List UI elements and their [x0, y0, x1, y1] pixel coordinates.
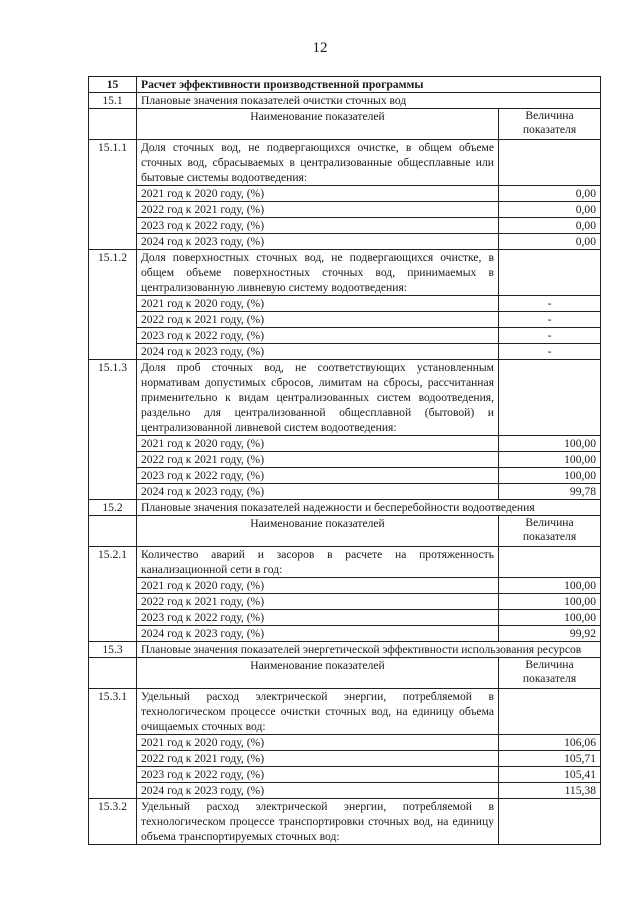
year-label: 2023 год к 2022 году, (%)	[137, 767, 499, 783]
subsection-number: 15.3	[89, 642, 137, 658]
indicator-value: 106,06	[499, 735, 601, 751]
indicators-table	[88, 76, 601, 845]
indicator-name-header: Наименование показателей	[137, 658, 499, 689]
empty-cell	[499, 140, 601, 186]
subsection-row	[89, 642, 601, 658]
empty-cell	[499, 250, 601, 296]
year-label: 2024 год к 2023 году, (%)	[137, 344, 499, 360]
year-label: 2023 год к 2022 году, (%)	[137, 328, 499, 344]
indicator-value: -	[499, 296, 601, 312]
empty-cell	[89, 658, 137, 689]
indicator-description: Доля проб сточных вод, не соответствующих установленным нормативам допустимых сбросов, лимитам на сбросы, рассчитанная применительно к видам централизованных систем водоотведения, раздельно для централизованной общесплавной (бытовой) и централизованной ливневой систем водоотведения:	[137, 360, 499, 436]
indicator-value: -	[499, 328, 601, 344]
year-label: 2024 год к 2023 году, (%)	[137, 484, 499, 500]
year-label: 2021 год к 2020 году, (%)	[137, 578, 499, 594]
indicator-row	[89, 547, 601, 578]
empty-cell	[499, 547, 601, 578]
year-row	[89, 312, 601, 328]
indicator-value: 0,00	[499, 218, 601, 234]
indicator-number: 15.2.1	[89, 547, 137, 642]
section-number: 15	[89, 77, 137, 93]
indicator-number: 15.1.3	[89, 360, 137, 500]
year-label: 2023 год к 2022 году, (%)	[137, 610, 499, 626]
year-row	[89, 767, 601, 783]
value-header-line2: показателя	[522, 530, 577, 543]
year-row	[89, 344, 601, 360]
value-header-line1: Величина	[525, 109, 574, 122]
subsection-title: Плановые значения показателей энергетической эффективности использования ресурсов	[137, 642, 601, 658]
indicator-row	[89, 689, 601, 735]
indicator-name-header: Наименование показателей	[137, 109, 499, 140]
subsection-row	[89, 500, 601, 516]
indicator-description: Доля поверхностных сточных вод, не подвергающихся очистке, в общем объеме поверхностных сточных вод, принимаемых в централизованную ливневую систему водоотведения:	[137, 250, 499, 296]
page-number: 12	[312, 40, 328, 56]
subsection-number: 15.2	[89, 500, 137, 516]
indicator-row	[89, 250, 601, 296]
value-header-line1: Величина	[525, 516, 574, 529]
year-label: 2022 год к 2021 году, (%)	[137, 751, 499, 767]
year-row	[89, 751, 601, 767]
year-label: 2024 год к 2023 году, (%)	[137, 783, 499, 799]
year-row	[89, 186, 601, 202]
value-header-line2: показателя	[522, 672, 577, 685]
year-row	[89, 328, 601, 344]
indicator-row	[89, 140, 601, 186]
year-label: 2022 год к 2021 году, (%)	[137, 452, 499, 468]
year-row	[89, 484, 601, 500]
year-label: 2021 год к 2020 году, (%)	[137, 436, 499, 452]
indicator-value-header	[499, 516, 601, 547]
year-row	[89, 234, 601, 250]
indicator-description: Количество аварий и засоров в расчете на протяженность канализационной сети в год:	[137, 547, 499, 578]
year-label: 2021 год к 2020 году, (%)	[137, 186, 499, 202]
indicator-value: 0,00	[499, 186, 601, 202]
indicator-value: 100,00	[499, 468, 601, 484]
indicator-number: 15.1.1	[89, 140, 137, 250]
subsection-title: Плановые значения показателей очистки сточных вод	[137, 93, 601, 109]
indicator-value: 115,38	[499, 783, 601, 799]
year-row	[89, 578, 601, 594]
value-header-line1: Величина	[525, 658, 574, 671]
indicator-row	[89, 360, 601, 436]
year-row	[89, 436, 601, 452]
subsection-number: 15.1	[89, 93, 137, 109]
empty-cell	[499, 799, 601, 845]
year-row	[89, 783, 601, 799]
year-label: 2021 год к 2020 году, (%)	[137, 735, 499, 751]
indicator-value: -	[499, 312, 601, 328]
indicator-description: Удельный расход электрической энергии, потребляемой в технологическом процессе очистки сточных вод, на единицу объема очищаемых сточных вод:	[137, 689, 499, 735]
year-row	[89, 296, 601, 312]
value-header-line2: показателя	[522, 123, 577, 136]
year-row	[89, 610, 601, 626]
indicator-value: 0,00	[499, 234, 601, 250]
indicator-row	[89, 799, 601, 845]
year-label: 2024 год к 2023 году, (%)	[137, 626, 499, 642]
indicator-description: Доля сточных вод, не подвергающихся очистке, в общем объеме сточных вод, сбрасываемых в централизованные общесплавные или бытовые системы водоотведения:	[137, 140, 499, 186]
year-label: 2021 год к 2020 году, (%)	[137, 296, 499, 312]
indicator-value-header	[499, 658, 601, 689]
indicator-value: 100,00	[499, 578, 601, 594]
empty-cell	[499, 360, 601, 436]
empty-cell	[89, 516, 137, 547]
empty-cell	[499, 689, 601, 735]
indicator-value: -	[499, 344, 601, 360]
column-header-row	[89, 516, 601, 547]
year-label: 2023 год к 2022 году, (%)	[137, 468, 499, 484]
indicator-name-header: Наименование показателей	[137, 516, 499, 547]
indicator-number: 15.3.1	[89, 689, 137, 799]
section-row	[89, 77, 601, 93]
year-row	[89, 202, 601, 218]
indicator-value: 100,00	[499, 610, 601, 626]
year-row	[89, 626, 601, 642]
year-label: 2022 год к 2021 году, (%)	[137, 312, 499, 328]
year-label: 2022 год к 2021 году, (%)	[137, 202, 499, 218]
indicator-value: 99,92	[499, 626, 601, 642]
year-label: 2022 год к 2021 году, (%)	[137, 594, 499, 610]
section-title: Расчет эффективности производственной программы	[137, 77, 601, 93]
indicator-number: 15.1.2	[89, 250, 137, 360]
year-row	[89, 735, 601, 751]
indicator-description: Удельный расход электрической энергии, потребляемой в технологическом процессе транспортировки сточных вод, на единицу объема транспортируемых сточных вод:	[137, 799, 499, 845]
indicator-value: 100,00	[499, 594, 601, 610]
year-row	[89, 468, 601, 484]
year-row	[89, 594, 601, 610]
indicator-value: 100,00	[499, 436, 601, 452]
year-row	[89, 218, 601, 234]
indicator-value: 99,78	[499, 484, 601, 500]
indicator-value: 105,41	[499, 767, 601, 783]
column-header-row	[89, 109, 601, 140]
subsection-row	[89, 93, 601, 109]
column-header-row	[89, 658, 601, 689]
indicator-number: 15.3.2	[89, 799, 137, 845]
year-row	[89, 452, 601, 468]
year-label: 2023 год к 2022 году, (%)	[137, 218, 499, 234]
indicator-value: 0,00	[499, 202, 601, 218]
indicator-value: 100,00	[499, 452, 601, 468]
year-label: 2024 год к 2023 году, (%)	[137, 234, 499, 250]
subsection-title: Плановые значения показателей надежности и бесперебойности водоотведения	[137, 500, 601, 516]
indicator-value: 105,71	[499, 751, 601, 767]
indicator-value-header	[499, 109, 601, 140]
empty-cell	[89, 109, 137, 140]
